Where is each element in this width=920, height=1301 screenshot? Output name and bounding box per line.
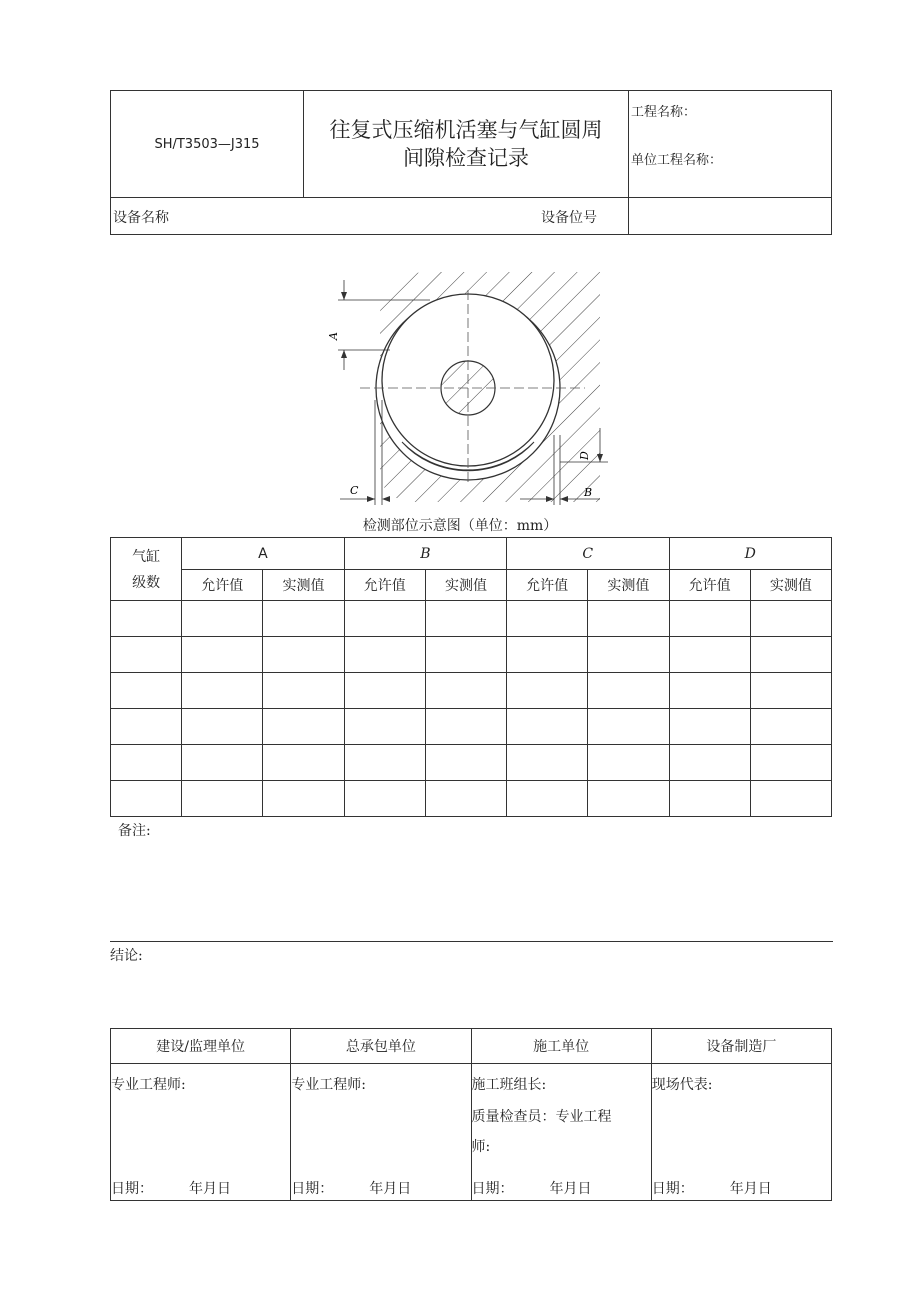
sign-cell-construction <box>471 1064 651 1201</box>
date-suffix: 年月日 <box>729 1181 772 1197</box>
table-row <box>111 781 832 817</box>
label-d: D <box>578 451 591 460</box>
sign-cell-contractor <box>291 1064 471 1201</box>
sign-role: 施工班组长: <box>471 1077 547 1093</box>
device-position-label: 设备位号 <box>541 210 597 226</box>
stage-label: 级数 <box>132 575 161 591</box>
title-line-1: 往复式压缩机活塞与气缸圆周 <box>329 118 603 142</box>
label-c: C <box>350 484 359 497</box>
project-info-cell <box>629 91 832 198</box>
date-label: 日期： <box>651 1181 694 1197</box>
sign-header-manufacturer: 设备制造厂 <box>651 1029 831 1064</box>
header-table <box>110 90 832 235</box>
sign-header-construction: 施工单位 <box>471 1029 651 1064</box>
date-label: 日期： <box>291 1181 334 1197</box>
signature-table <box>110 1028 832 1201</box>
date-suffix: 年月日 <box>189 1181 231 1197</box>
device-info-cell <box>111 198 629 235</box>
a-actual-header: 实测值 <box>263 570 344 601</box>
sign-role: 现场代表: <box>651 1077 713 1093</box>
label-a: A <box>327 332 340 340</box>
cylinder-label: 气缸 <box>132 549 161 565</box>
sign-cell-owner <box>111 1064 291 1201</box>
project-name-label: 工程名称： <box>631 105 697 120</box>
inspection-diagram <box>327 270 610 515</box>
b-allow-header: 允许值 <box>344 570 425 601</box>
device-name-label: 设备名称 <box>113 210 169 226</box>
date-suffix: 年月日 <box>549 1181 592 1197</box>
sign-cell-manufacturer <box>651 1064 831 1201</box>
table-row <box>111 709 832 745</box>
sign-header-owner: 建设/监理单位 <box>111 1029 291 1064</box>
document-code: SH/T3503—J315 <box>111 91 304 198</box>
a-allow-header: 允许值 <box>182 570 263 601</box>
table-row <box>111 637 832 673</box>
remarks-label: 备注: <box>118 823 151 839</box>
unit-project-label: 单位工程名称： <box>631 153 723 168</box>
c-allow-header: 允许值 <box>507 570 588 601</box>
d-allow-header: 允许值 <box>669 570 750 601</box>
measurement-table <box>110 537 832 817</box>
sign-role: 专业工程师: <box>111 1077 186 1093</box>
group-header-a: A <box>182 538 344 570</box>
c-actual-header: 实测值 <box>588 570 669 601</box>
sign-header-contractor: 总承包单位 <box>291 1029 471 1064</box>
device-position-value <box>629 198 832 235</box>
document-title <box>304 91 629 198</box>
date-label: 日期： <box>111 1181 153 1197</box>
d-actual-header: 实测值 <box>750 570 831 601</box>
b-actual-header: 实测值 <box>425 570 506 601</box>
date-label: 日期： <box>471 1181 514 1197</box>
cylinder-stage-header <box>111 538 182 601</box>
diagram-caption: 检测部位示意图（单位：mm） <box>362 518 558 534</box>
group-header-d: D <box>669 538 832 570</box>
sign-role-3: 师: <box>471 1139 491 1155</box>
sign-role: 专业工程师: <box>291 1077 366 1093</box>
conclusion-label: 结论: <box>110 948 143 964</box>
date-suffix: 年月日 <box>369 1181 412 1197</box>
table-row <box>111 601 832 637</box>
label-b: B <box>584 486 593 499</box>
sign-role-2: 质量检查员：专业工程 <box>471 1109 612 1125</box>
conclusion-divider <box>110 941 833 942</box>
group-header-b: B <box>344 538 506 570</box>
table-row <box>111 745 832 781</box>
title-line-2: 间隙检查记录 <box>403 146 529 170</box>
table-row <box>111 673 832 709</box>
group-header-c: C <box>507 538 669 570</box>
